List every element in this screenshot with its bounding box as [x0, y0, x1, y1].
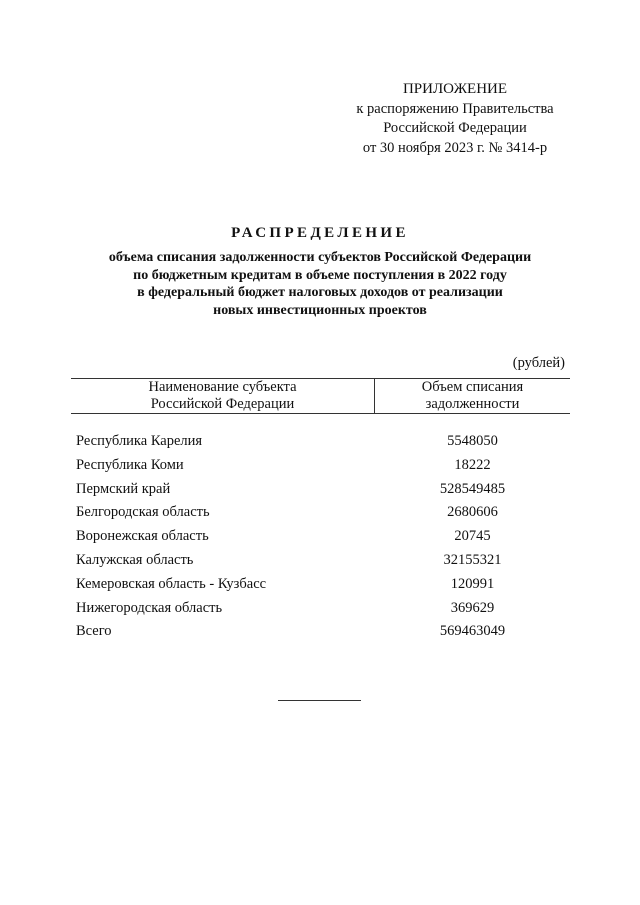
table-row	[76, 501, 570, 525]
table-body	[76, 430, 570, 644]
appendix-date: от 30 ноября 2023 г. № 3414-р	[362, 139, 548, 156]
appendix-line: Российской Федерации	[383, 120, 527, 136]
debt-amount: 369629	[450, 599, 495, 616]
table-header	[71, 378, 570, 414]
region-name: Воронежская область	[76, 528, 209, 545]
subtitle-line: объема списания задолженности субъектов Российской Федерации	[108, 250, 532, 265]
debt-amount: 20745	[454, 528, 491, 545]
table-row	[76, 597, 570, 621]
table-row	[76, 549, 570, 573]
region-name: Калужская область	[76, 551, 194, 568]
end-divider	[278, 700, 361, 701]
header-amount-column	[375, 379, 570, 413]
total-amount: 569463049	[439, 623, 506, 640]
header-text: Российской Федерации	[150, 396, 295, 412]
region-name: Республика Коми	[76, 456, 184, 473]
appendix-block	[300, 80, 610, 158]
debt-amount: 120991	[450, 575, 495, 592]
subtitle-line: по бюджетным кредитам в объеме поступления в 2022 году	[133, 267, 507, 283]
subtitle-line: в федеральный бюджет налоговых доходов от реализации	[137, 285, 503, 300]
table-row	[76, 525, 570, 549]
region-name: Республика Карелия	[76, 433, 203, 449]
table-row	[76, 430, 570, 454]
total-label: Всего	[76, 623, 112, 640]
debt-amount: 528549485	[439, 480, 506, 497]
header-text: Наименование субъекта	[148, 379, 297, 395]
unit-label: (рублей)	[512, 355, 565, 371]
table-row	[76, 454, 570, 478]
document-subtitle	[60, 249, 580, 319]
header-text: задолженности	[425, 396, 520, 412]
header-subject-column	[71, 379, 375, 413]
subtitle-line: новых инвестиционных проектов	[213, 302, 427, 318]
appendix-line: к распоряжению Правительства	[356, 100, 554, 117]
debt-amount: 18222	[454, 456, 491, 473]
header-text: Объем списания	[421, 379, 524, 395]
debt-amount: 2680606	[447, 504, 498, 521]
table-row	[76, 573, 570, 597]
region-name: Белгородская область	[76, 504, 210, 521]
document-heading: РАСПРЕДЕЛЕНИЕ	[231, 225, 409, 241]
debt-amount: 5548050	[447, 433, 498, 449]
debt-amount: 32155321	[443, 551, 502, 568]
appendix-title: ПРИЛОЖЕНИЕ	[402, 81, 508, 97]
region-name: Пермский край	[76, 480, 171, 497]
total-row	[76, 620, 570, 644]
region-name: Кемеровская область - Кузбасс	[76, 575, 267, 592]
table-row	[76, 478, 570, 502]
region-name: Нижегородская область	[76, 599, 223, 616]
